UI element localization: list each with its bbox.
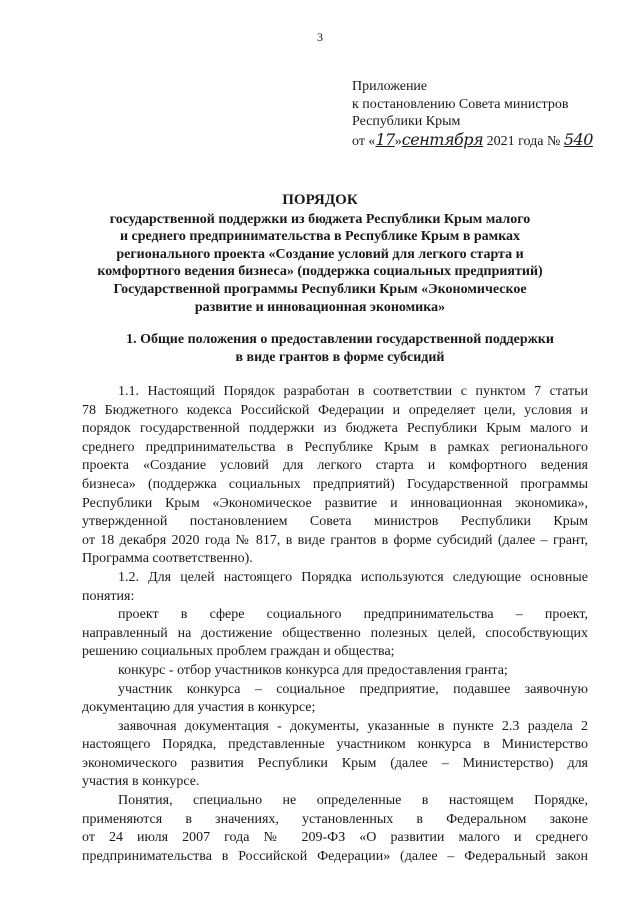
body-line: документацию для участия в конкурсе; <box>82 700 316 716</box>
body-line: Программа соответственно). <box>82 551 253 567</box>
body-line: предпринимательства в Российской Федерации» (далее – Федеральный закон <box>82 848 588 864</box>
body-line: Республики Крым «Экономическое развитие и инновационная экономика», <box>82 495 588 511</box>
body-line: заявочная документация - документы, указанные в пункте 2.3 раздела 2 <box>118 718 588 734</box>
body-line: 1.2. Для целей настоящего Порядка используются следующие основные <box>118 569 588 585</box>
body-line: среднего предпринимательства в Республике Крым в рамках регионального <box>82 439 588 455</box>
appendix-line-1: Приложение <box>352 79 428 94</box>
date-prefix: от « <box>352 133 376 149</box>
heading-line: государственной поддержки из бюджета Республики Крым малого <box>109 211 531 227</box>
body-line: понятия: <box>82 588 135 604</box>
body-line: решению социальных проблем граждан и общества; <box>82 644 395 660</box>
body-line: проект в сфере социального предпринимательства – проект, <box>118 607 588 623</box>
heading-line: Государственной программы Республики Крым «Экономическое <box>113 281 527 297</box>
handwritten-number: 540 <box>563 129 593 149</box>
body-line: порядок государственной поддержки из бюджета Республики Крым малого и <box>82 421 588 437</box>
body-line: 1.1. Настоящий Порядок разработан в соответствии с пунктом 7 статьи <box>118 384 588 399</box>
year-text: 2021 года № <box>486 133 561 149</box>
appendix-line-3: Республики Крым <box>352 114 461 129</box>
heading-line: и среднего предпринимательства в Республике Крым в рамках <box>119 229 521 245</box>
page-number: 3 <box>317 30 323 44</box>
handwritten-day: 17 <box>375 129 395 149</box>
body-line: настоящего Порядка, представленные участником конкурса в Министерство <box>82 737 588 753</box>
body-line: от 18 декабря 2020 года № 817, в виде грантов в форме субсидий (далее – грант, <box>82 532 588 548</box>
body-line: от 24 июля 2007 года № 209-ФЗ «О развитии малого и среднего <box>82 830 588 846</box>
heading-line: развитие и инновационная экономика» <box>194 299 446 315</box>
body-text <box>82 383 588 866</box>
document-heading <box>60 192 580 316</box>
section-heading-line: в виде грантов в форме субсидий <box>235 350 445 365</box>
body-line: утвержденной постановлением Совета министров Республики Крым <box>82 514 588 530</box>
body-line: направленный на достижение общественно полезных целей, способствующих <box>82 625 588 641</box>
heading-title: ПОРЯДОК <box>282 192 358 208</box>
body-line: конкурс - отбор участников конкурса для предоставления гранта; <box>118 662 508 678</box>
body-line: Понятия, специально не определенные в настоящем Порядке, <box>118 793 588 809</box>
heading-line: регионального проекта «Создание условий для легкого старта и <box>116 246 524 262</box>
body-line: участия в конкурсе. <box>82 774 200 790</box>
body-line: 78 Бюджетного кодекса Российской Федерации и определяет цели, условия и <box>82 402 588 418</box>
body-line: экономического развития Республики Крым (далее – Министерство) для <box>82 755 588 771</box>
body-line: применяются в значениях, установленных в Федеральном законе <box>82 811 588 827</box>
section-heading-line: 1. Общие положения о предоставлении государственной поддержки <box>126 332 554 347</box>
body-line: участник конкурса – социальное предприятие, подавшее заявочную <box>118 681 588 697</box>
heading-line: комфортного ведения бизнеса» (поддержка социальных предприятий) <box>97 264 543 280</box>
handwritten-month: сентября <box>401 129 484 149</box>
body-line: бизнеса» (поддержка социальных предприятий) Государственной программы <box>82 476 588 492</box>
section-heading <box>90 331 590 367</box>
date-quote-close: » <box>394 133 402 149</box>
appendix-line-2: к постановлению Совета министров <box>352 96 569 112</box>
body-line: проекта «Создание условий для легкого старта и комфортного ведения <box>82 458 588 474</box>
appendix-block <box>352 78 593 150</box>
appendix-date-line <box>352 131 593 151</box>
